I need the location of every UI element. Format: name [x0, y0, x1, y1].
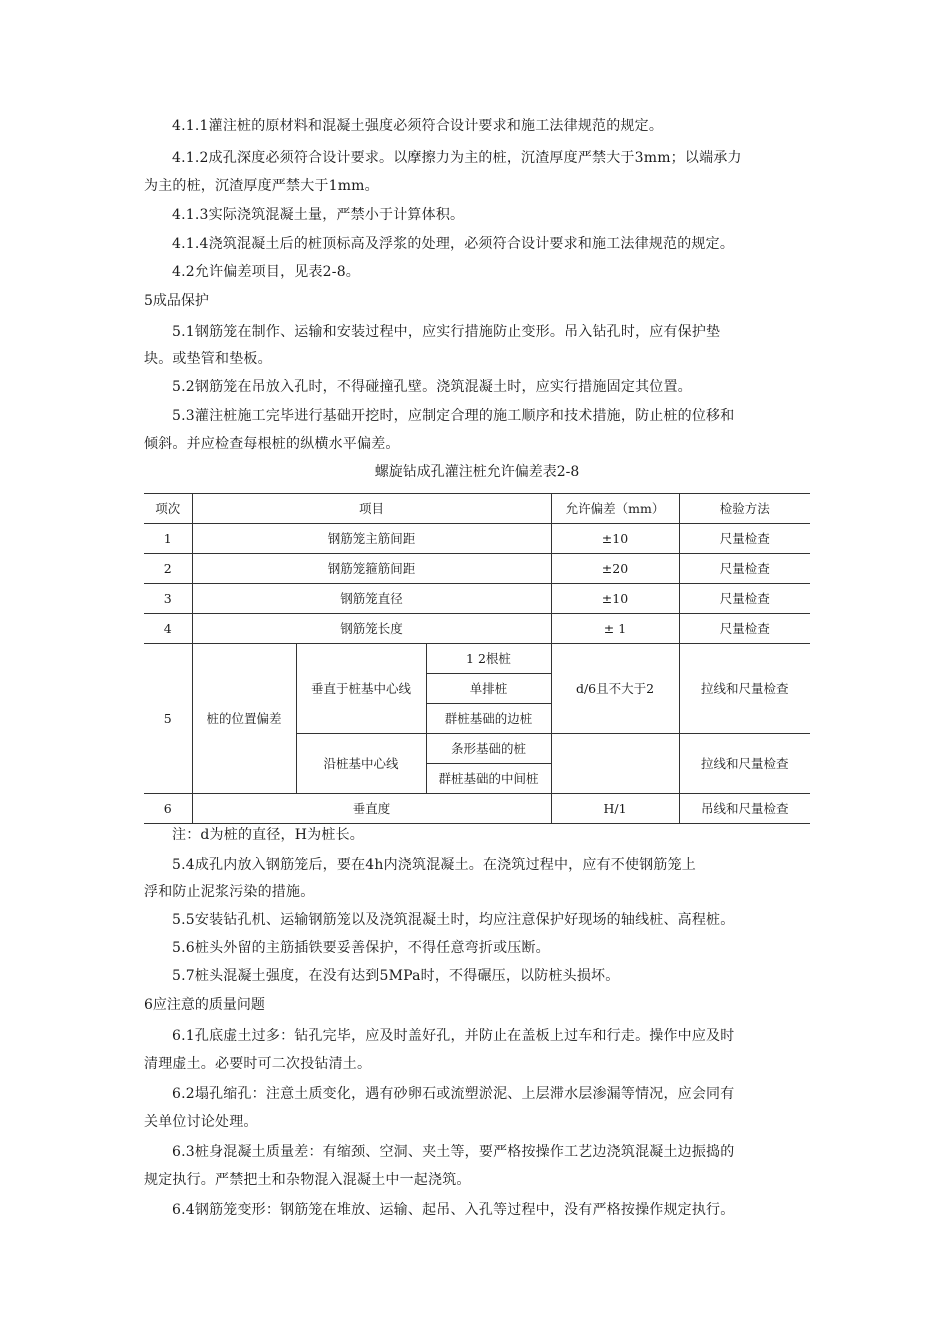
row-item: 垂直度: [192, 794, 551, 824]
row-method: 拉线和尺量检查: [679, 734, 810, 794]
row-sub-item: 群桩基础的中间桩: [426, 764, 551, 794]
row-tolerance: ±10: [551, 524, 679, 554]
row-sub-item: 条形基础的桩: [426, 734, 551, 764]
paragraph-4-1-4: 4.1.4浇筑混凝土后的桩顶标高及浮浆的处理，必须符合设计要求和施工法律规范的规定。: [172, 236, 735, 252]
row-method: 尺量检查: [679, 614, 810, 644]
paragraph-5-5: 5.5安装钻孔机、运输钢筋笼以及浇筑混凝土时，均应注意保护好现场的轴线桩、高程桩。: [172, 912, 735, 928]
paragraph-5-1-line2: 块。或垫管和垫板。: [144, 351, 272, 367]
paragraph-6-2-line2: 关单位讨论处理。: [144, 1114, 258, 1130]
row-item: 桩的位置偏差: [192, 644, 296, 794]
row-tolerance: H/1: [551, 794, 679, 824]
paragraph-5-4-line2: 浮和防止泥浆污染的措施。: [144, 884, 315, 900]
table-note: 注：d为桩的直径，H为桩长。: [172, 827, 364, 843]
row-no: 4: [144, 614, 192, 644]
row-method: 尺量检查: [679, 524, 810, 554]
paragraph-4-1-2-line1: 4.1.2成孔深度必须符合设计要求。以摩擦力为主的桩，沉渣厚度严禁大于3mm；以端承力: [172, 150, 742, 166]
row-tolerance: ± 1: [551, 614, 679, 644]
header-item: 项目: [192, 494, 551, 524]
table-row: [144, 554, 810, 584]
row-tolerance-empty: [551, 734, 679, 794]
row-item: 钢筋笼长度: [192, 614, 551, 644]
paragraph-5-3-line1: 5.3灌注桩施工完毕进行基础开挖时，应制定合理的施工顺序和技术措施，防止桩的位移和: [172, 408, 735, 424]
row-no: 5: [144, 644, 192, 794]
paragraph-5-6: 5.6桩头外留的主筋插铁要妥善保护，不得任意弯折或压断。: [172, 940, 550, 956]
paragraph-5-4-line1: 5.4成孔内放入钢筋笼后，要在4h内浇筑混凝土。在浇筑过程中，应有不使钢筋笼上: [172, 857, 696, 873]
row-no: 1: [144, 524, 192, 554]
paragraph-5-7: 5.7桩头混凝土强度，在没有达到5MPa时，不得碾压，以防桩头损坏。: [172, 968, 620, 984]
header-no: 项次: [144, 494, 192, 524]
paragraph-4-2: 4.2允许偏差项目，见表2-8。: [172, 264, 361, 280]
table-row: [144, 614, 810, 644]
row-no: 3: [144, 584, 192, 614]
section-heading-5: 5成品保护: [144, 293, 209, 309]
header-tolerance: 允许偏差（mm）: [551, 494, 679, 524]
paragraph-4-1-1: 4.1.1灌注桩的原材料和混凝土强度必须符合设计要求和施工法律规范的规定。: [172, 118, 664, 134]
paragraph-6-3-line2: 规定执行。严禁把土和杂物混入混凝土中一起浇筑。: [144, 1172, 471, 1188]
table-caption: 螺旋钻成孔灌注桩允许偏差表2-8: [374, 464, 580, 480]
paragraph-6-1-line1: 6.1孔底虚土过多：钻孔完毕，应及时盖好孔，并防止在盖板上过车和行走。操作中应及时: [172, 1028, 735, 1044]
paragraph-6-1-line2: 清理虚土。必要时可二次投钻清土。: [144, 1056, 372, 1072]
table-row: [144, 644, 810, 674]
paragraph-6-2-line1: 6.2塌孔缩孔：注意土质变化，遇有砂卵石或流塑淤泥、上层滞水层渗漏等情况，应会同有: [172, 1086, 735, 1102]
row-item: 钢筋笼箍筋间距: [192, 554, 551, 584]
paragraph-5-2: 5.2钢筋笼在吊放入孔时，不得碰撞孔壁。浇筑混凝土时，应实行措施固定其位置。: [172, 379, 692, 395]
table-row: [144, 524, 810, 554]
paragraph-6-4: 6.4钢筋笼变形：钢筋笼在堆放、运输、起吊、入孔等过程中，没有严格按操作规定执行。: [172, 1202, 735, 1218]
row-no: 2: [144, 554, 192, 584]
row-sub-item: 1 2根桩: [426, 644, 551, 674]
row-sub-item: 单排桩: [426, 674, 551, 704]
row-method: 拉线和尺量检查: [679, 644, 810, 734]
row-method: 尺量检查: [679, 584, 810, 614]
table-row: [144, 794, 810, 824]
row-method: 吊线和尺量检查: [679, 794, 810, 824]
row-method: 尺量检查: [679, 554, 810, 584]
row-subgroup-along: 沿桩基中心线: [296, 734, 426, 794]
paragraph-5-1-line1: 5.1钢筋笼在制作、运输和安装过程中，应实行措施防止变形。吊入钻孔时，应有保护垫: [172, 324, 721, 340]
table-row: [144, 584, 810, 614]
row-tolerance: ±10: [551, 584, 679, 614]
row-item: 钢筋笼主筋间距: [192, 524, 551, 554]
row-sub-item: 群桩基础的边桩: [426, 704, 551, 734]
row-tolerance: d/6且不大于2: [551, 644, 679, 734]
header-method: 检验方法: [679, 494, 810, 524]
paragraph-6-3-line1: 6.3桩身混凝土质量差：有缩颈、空洞、夹土等，要严格按操作工艺边浇筑混凝土边振捣的: [172, 1144, 735, 1160]
section-heading-6: 6应注意的质量问题: [144, 997, 265, 1013]
deviation-table: [144, 493, 810, 824]
row-no: 6: [144, 794, 192, 824]
row-tolerance: ±20: [551, 554, 679, 584]
paragraph-4-1-3: 4.1.3实际浇筑混凝土量，严禁小于计算体积。: [172, 207, 465, 223]
paragraph-4-1-2-line2: 为主的桩，沉渣厚度严禁大于1mm。: [144, 178, 379, 194]
row-subgroup-perpendicular: 垂直于桩基中心线: [296, 644, 426, 734]
table-header-row: [144, 494, 810, 524]
row-item: 钢筋笼直径: [192, 584, 551, 614]
paragraph-5-3-line2: 倾斜。并应检查每根桩的纵横水平偏差。: [144, 436, 400, 452]
